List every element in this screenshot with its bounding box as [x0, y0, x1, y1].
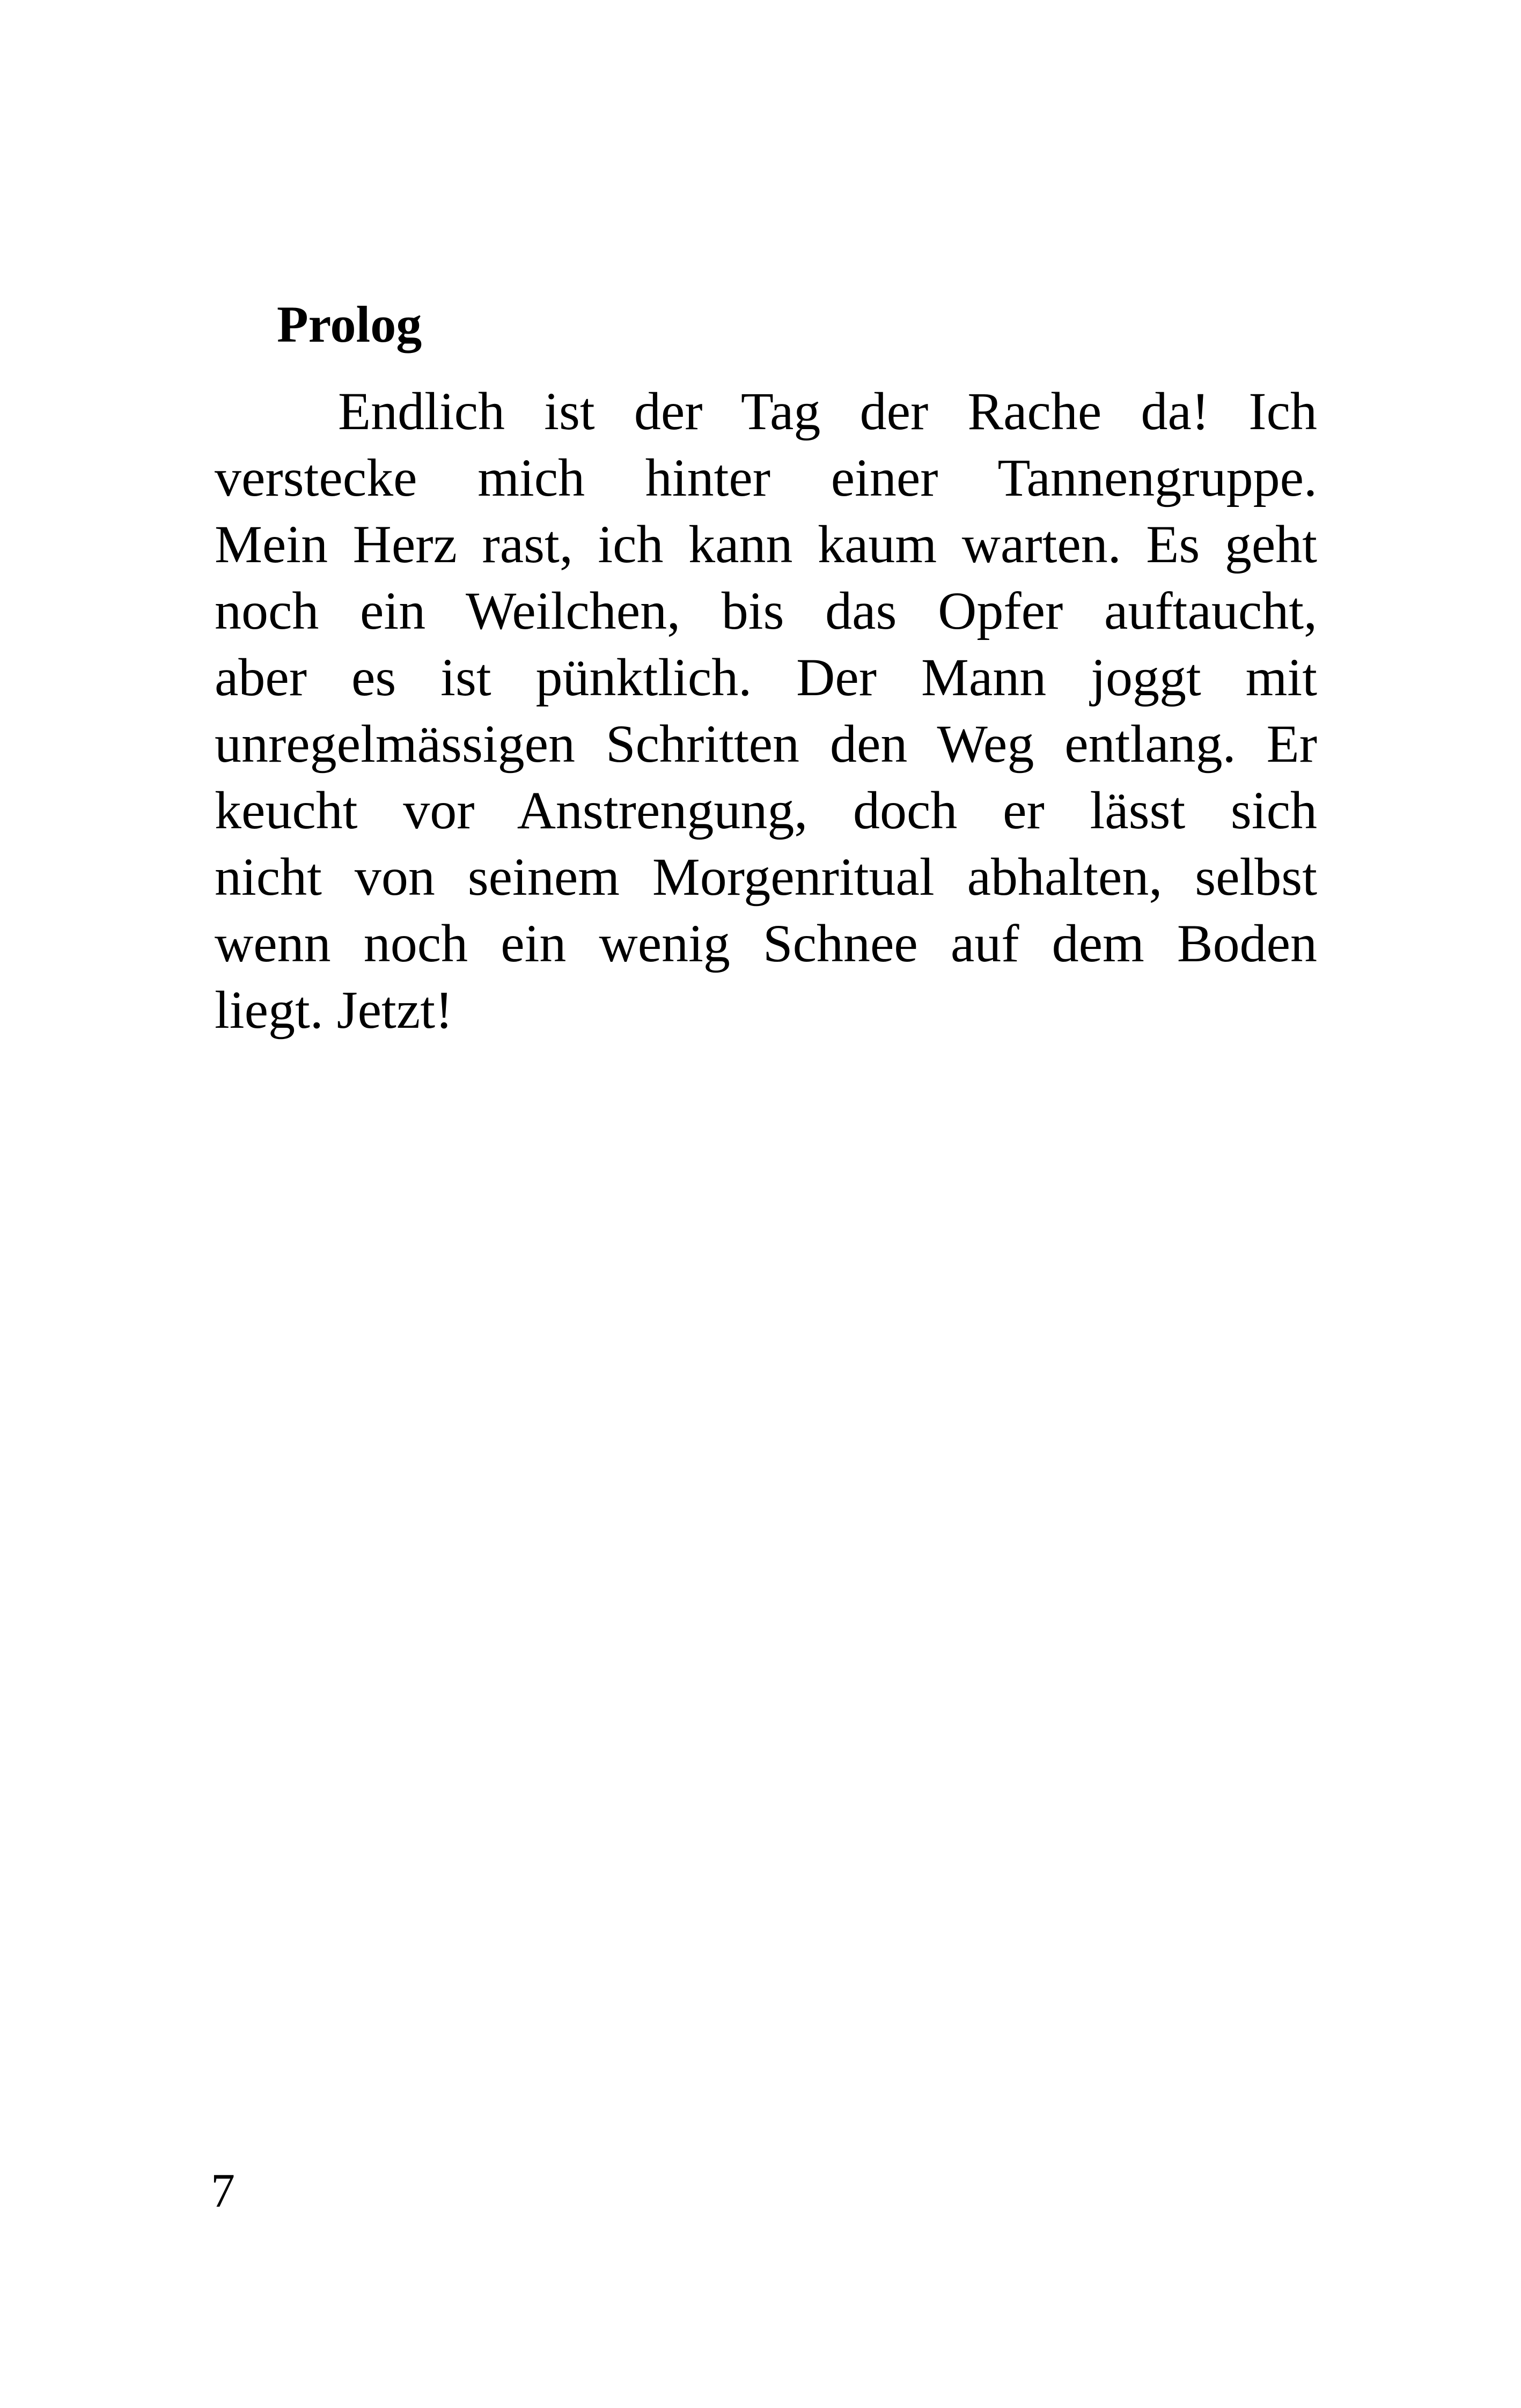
paragraph-line: liegt. Jetzt! — [215, 980, 453, 1040]
chapter-title: Prolog — [277, 296, 422, 353]
paragraph-line: verstecke mich hinter einer Tannengruppe. — [215, 448, 1317, 507]
paragraph-line: Mein Herz rast, ich kann kaum warten. Es geht — [215, 514, 1317, 574]
paragraph-line: wenn noch ein wenig Schnee auf dem Boden — [215, 914, 1317, 973]
paragraph-line: unregelmässigen Schritten den Weg entlang. Er — [215, 714, 1317, 774]
paragraph-line: noch ein Weilchen, bis das Opfer auftaucht, — [215, 581, 1317, 640]
paragraph-line: nicht von seinem Morgenritual abhalten, selbst — [215, 847, 1317, 907]
paragraph-line: Endlich ist der Tag der Rache da! Ich — [338, 381, 1317, 441]
prologue-paragraph — [215, 378, 1317, 1043]
page-number: 7 — [211, 2164, 235, 2218]
paragraph-line: keucht vor Anstrengung, doch er lässt sich — [215, 780, 1317, 840]
paragraph-line: aber es ist pünktlich. Der Mann joggt mit — [215, 647, 1317, 707]
